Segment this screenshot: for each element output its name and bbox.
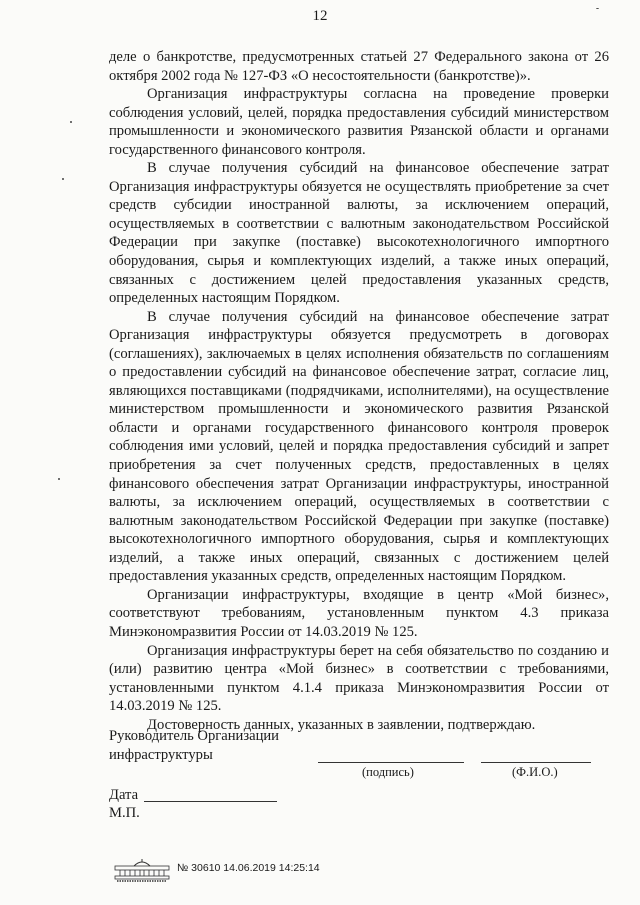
paragraph-my-business-development: Организация инфраструктуры берет на себя обязательство по созданию и (или) развитию центра «Мой бизнес» в соответствии с требованиями, установленными пунктом 4.1.4 приказа Минэкономразвития России от 14.03.2019 № 125. — [109, 642, 609, 715]
date-label: Дата — [109, 787, 139, 803]
signatory-title-line2: инфраструктуры — [109, 747, 213, 763]
name-line — [481, 762, 591, 763]
paragraph-currency-restriction: В случае получения субсидий на финансовое обеспечение затрат Организация инфраструктуры обязуется не осуществлять приобретение за счет средств субсидии иностранной валюты, за исключением операций, осуществляемых в соответствии с валютным законодательством Российской Федерации при закупке (поставке) высокотехнологичного импортного оборудования, сырья и комплектующих изделий, а также иных операций, связанных с достижением целей предоставления указанных средств, определенных настоящим Порядком. — [109, 160, 609, 307]
page-number: 12 — [312, 8, 328, 24]
scan-speck — [62, 178, 64, 180]
signature-line — [318, 762, 464, 763]
scan-speck — [596, 8, 599, 9]
signature-caption: (подпись) — [362, 765, 414, 779]
date-line — [144, 801, 277, 802]
scan-speck — [58, 478, 60, 480]
registration-number: № 30610 14.06.2019 14:25:14 — [177, 862, 320, 874]
scan-speck — [70, 121, 72, 123]
registration-stamp-icon — [112, 856, 172, 882]
signature-block — [109, 727, 609, 765]
name-caption: (Ф.И.О.) — [512, 765, 558, 779]
paragraph-contract-obligations: В случае получения субсидий на финансовое обеспечение затрат Организация инфраструктуры обязуется предусмотреть в договорах (соглашениях), заключаемых в целях исполнения обязательств по соглашениям о предоставлении субсидий на финансовое обеспечение затрат, согласие лиц, являющихся поставщиками (подрядчиками, исполнителями), на осуществление министерством промышленности и экономического развития Рязанской области и органами государственного финансового контроля проверок соблюдения ими условий, целей и порядка предоставления субсидий и запрет приобретения за счет полученных средств, предоставленных в целях финансового обеспечения затрат Организации инфраструктуры, иностранной валюты, за исключением операций, осуществляемых в соответствии с валютным законодательством Российской Федерации при закупке (поставке) высокотехнологичного импортного оборудования, сырья и комплектующих изделий, а также иных операций, связанных с достижением целей предоставления указанных средств, определенных настоящим Порядком. — [109, 308, 609, 585]
paragraph-inspection-consent: Организация инфраструктуры согласна на проведение проверки соблюдения условий, целей, порядка предоставления субсидий министерством промышленности и экономического развития Рязанской области и органами государственного финансового контроля. — [109, 86, 609, 158]
signatory-title-line1: Руководитель Организации — [109, 728, 279, 744]
paragraph-data-confirmation: Достоверность данных, указанных в заявлении, подтверждаю. — [147, 716, 536, 733]
paragraph-bankruptcy-clause: деле о банкротстве, предусмотренных статьей 27 Федерального закона от 26 октября 2002 года № 127-ФЗ «О несостоятельности (банкротстве)». — [109, 49, 609, 84]
document-body — [109, 48, 609, 734]
seal-label: М.П. — [109, 805, 140, 821]
paragraph-my-business-compliance: Организации инфраструктуры, входящие в центр «Мой бизнес», соответствуют требованиям, установленным пунктом 4.3 приказа Минэкономразвития России от 14.03.2019 № 125. — [109, 586, 609, 640]
